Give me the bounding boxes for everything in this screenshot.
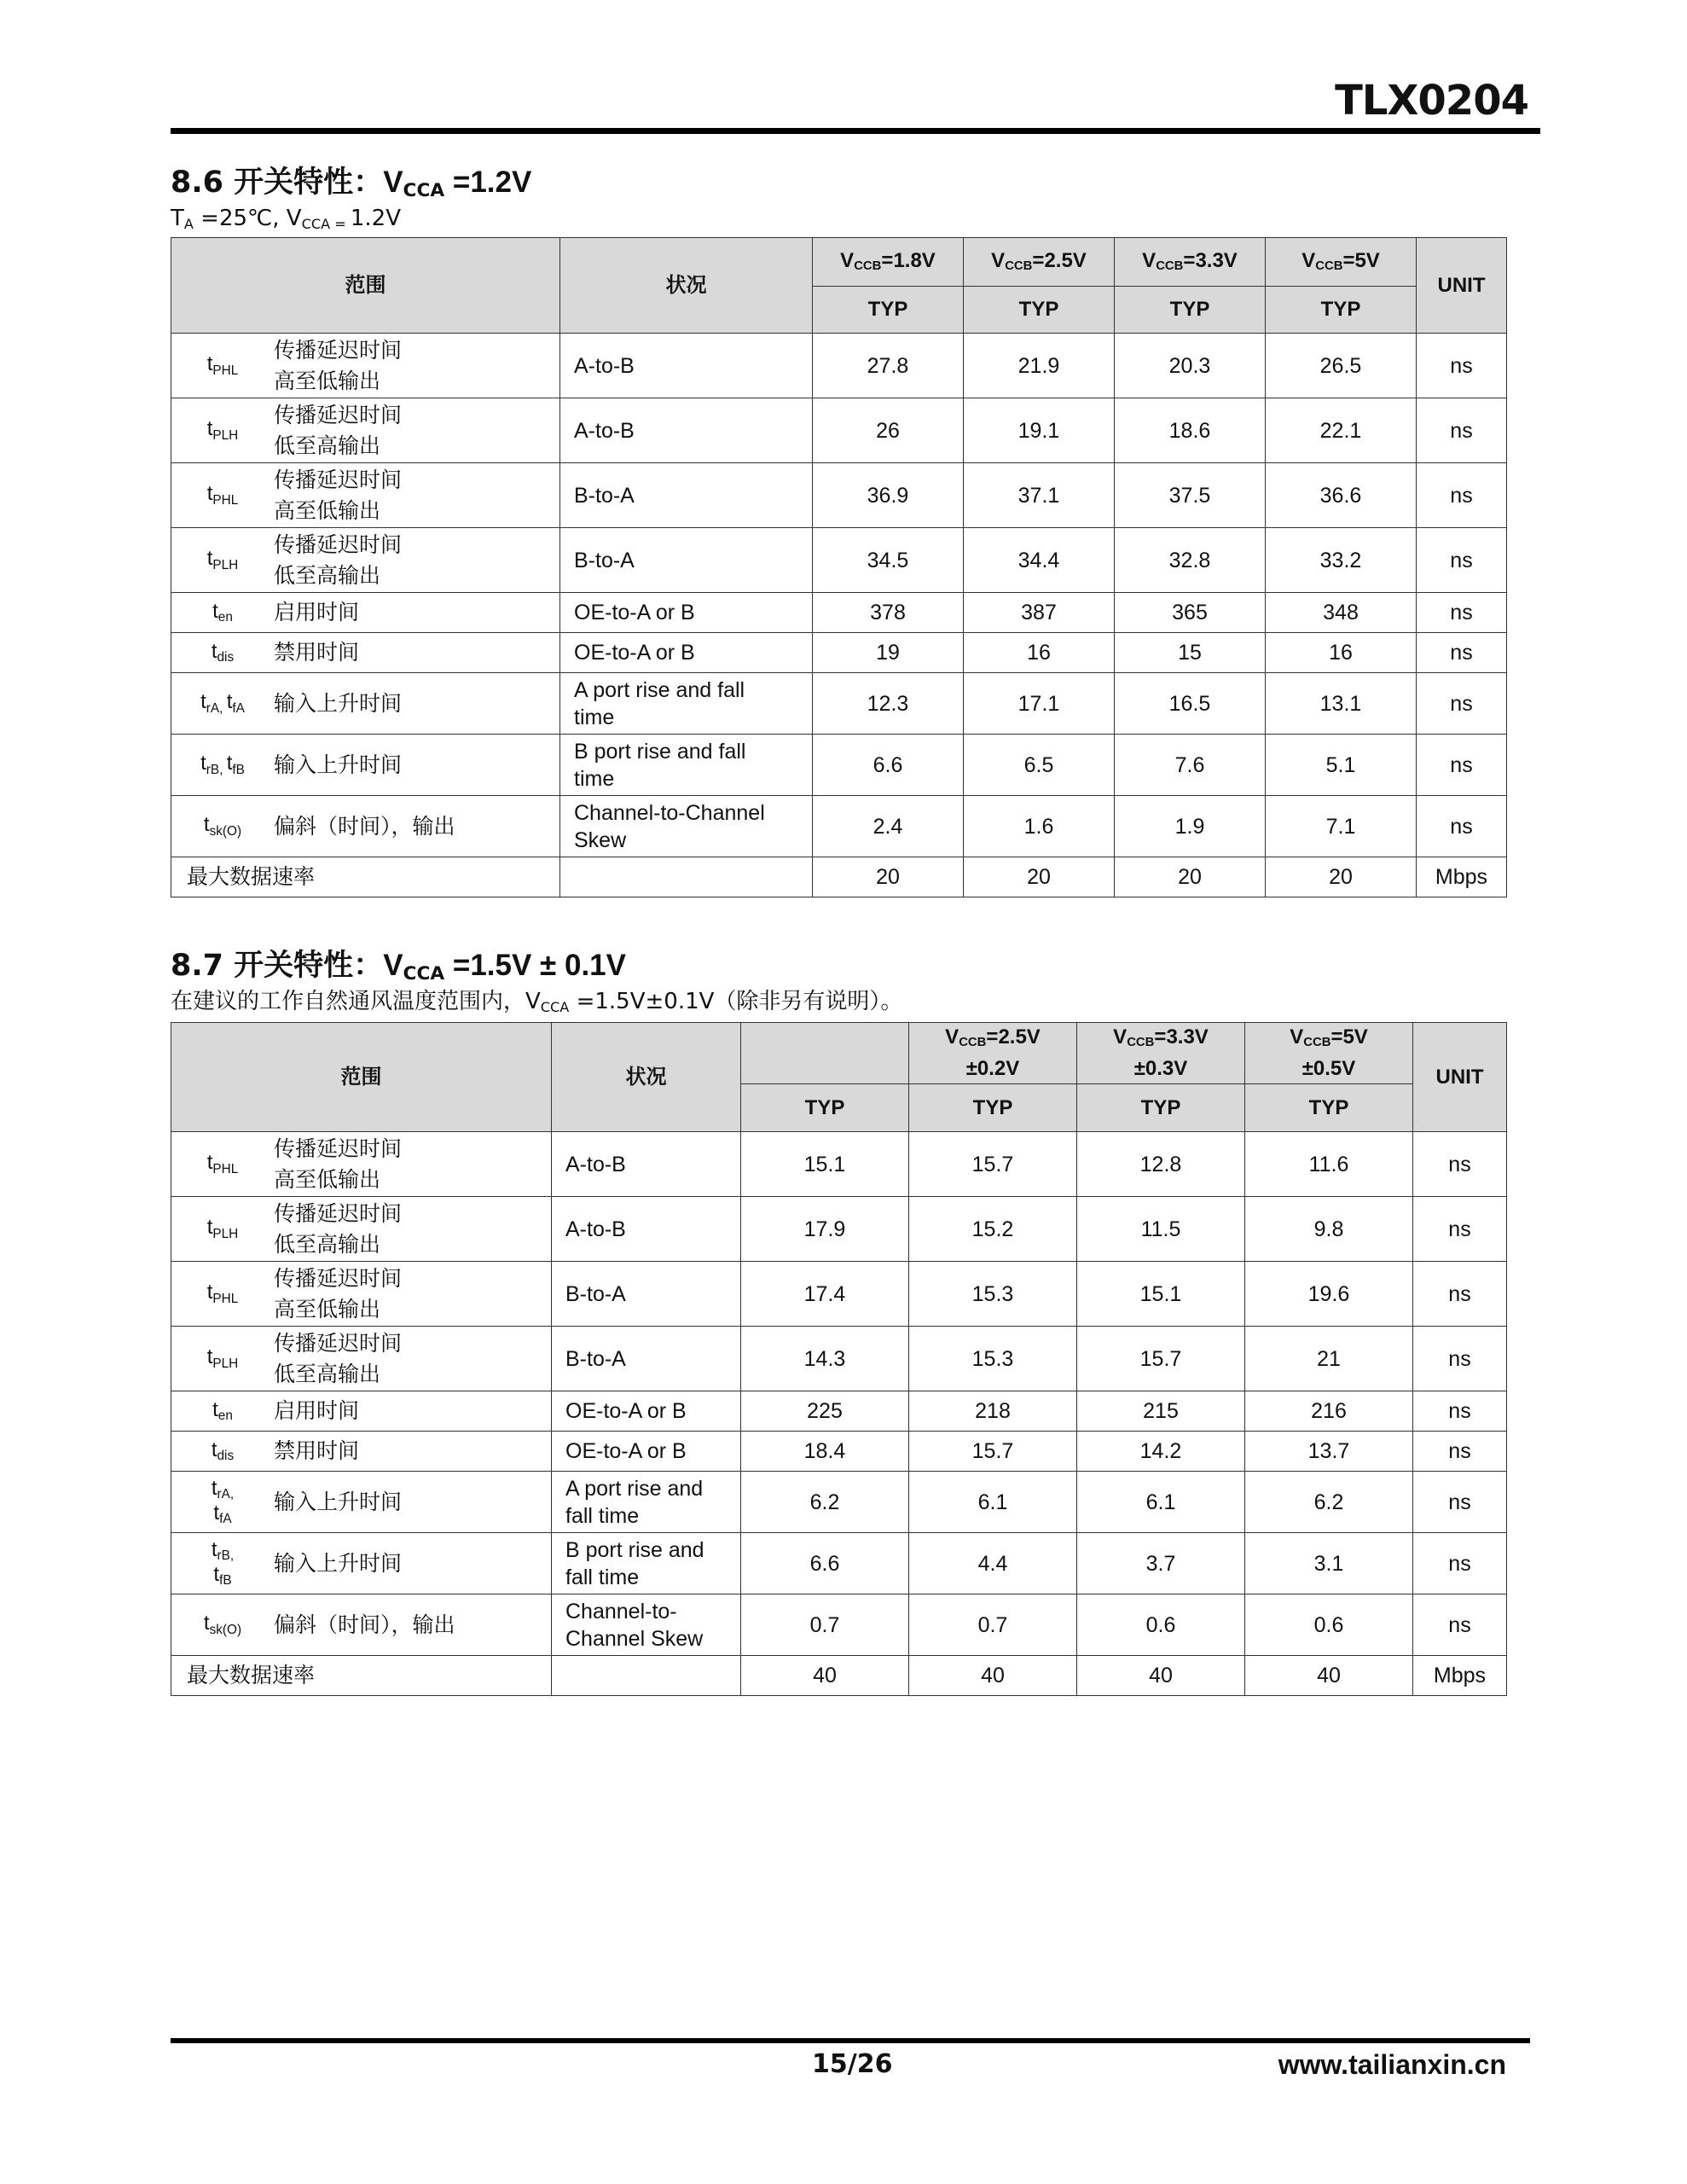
typ-value: 18.6 bbox=[1115, 398, 1266, 463]
param-symbol: tsk(O) bbox=[203, 813, 242, 839]
param-description: 传播延迟时间 高至低输出 bbox=[274, 1136, 403, 1192]
typ-value: 19 bbox=[813, 633, 964, 673]
header-status: 状况 bbox=[560, 238, 813, 334]
typ-value: 20 bbox=[1266, 857, 1417, 897]
footer-rule bbox=[171, 2038, 1530, 2043]
param-symbol: tPLH bbox=[206, 547, 239, 572]
param-description: 启用时间 bbox=[274, 1398, 360, 1423]
header-vccb-1: VCCB=1.8V bbox=[813, 238, 964, 287]
typ-value: 11.6 bbox=[1245, 1132, 1413, 1197]
typ-value: 13.7 bbox=[1245, 1432, 1413, 1472]
typ-value: 15.7 bbox=[1077, 1327, 1245, 1391]
header-typ: TYP bbox=[1077, 1084, 1245, 1132]
header-vccb-1: VCCB=2.5V ±0.2V bbox=[909, 1023, 1077, 1084]
typ-value: 4.4 bbox=[909, 1533, 1077, 1594]
typ-value: 20.3 bbox=[1115, 334, 1266, 398]
typ-value: 15.2 bbox=[909, 1197, 1077, 1262]
typ-value: 15.7 bbox=[909, 1132, 1077, 1197]
typ-value: 20 bbox=[964, 857, 1115, 897]
website-link[interactable]: www.tailianxin.cn bbox=[1278, 2049, 1506, 2080]
table-row bbox=[171, 633, 1507, 673]
param-cell bbox=[171, 673, 560, 735]
typ-value: 9.8 bbox=[1245, 1197, 1413, 1262]
typ-value: 1.6 bbox=[964, 796, 1115, 857]
unit-cell: ns bbox=[1413, 1262, 1507, 1327]
typ-value: 6.2 bbox=[741, 1472, 909, 1533]
param-symbol: tsk(O) bbox=[203, 1612, 242, 1637]
typ-value: 7.1 bbox=[1266, 796, 1417, 857]
param-description: 输入上升时间 bbox=[274, 752, 403, 777]
condition-cell: B-to-A bbox=[552, 1327, 741, 1391]
condition-cell: A-to-B bbox=[552, 1132, 741, 1197]
unit-cell: ns bbox=[1413, 1391, 1507, 1432]
unit-cell: ns bbox=[1417, 528, 1507, 593]
header-typ: TYP bbox=[909, 1084, 1077, 1132]
condition-cell: B-to-A bbox=[552, 1262, 741, 1327]
typ-value: 15.1 bbox=[1077, 1262, 1245, 1327]
typ-value: 2.4 bbox=[813, 796, 964, 857]
typ-value: 216 bbox=[1245, 1391, 1413, 1432]
unit-cell: ns bbox=[1417, 673, 1507, 735]
param-symbol: tPLH bbox=[206, 417, 239, 443]
param-symbol: trB, tfB bbox=[211, 1537, 235, 1589]
typ-value: 37.1 bbox=[964, 463, 1115, 528]
typ-value: 365 bbox=[1115, 593, 1266, 633]
typ-value: 225 bbox=[741, 1391, 909, 1432]
param-cell bbox=[171, 796, 560, 857]
typ-value: 348 bbox=[1266, 593, 1417, 633]
header-rule bbox=[171, 128, 1540, 134]
table-row bbox=[171, 1197, 1507, 1262]
param-description: 传播延迟时间 低至高输出 bbox=[274, 1200, 403, 1257]
unit-cell: ns bbox=[1413, 1327, 1507, 1391]
typ-value: 22.1 bbox=[1266, 398, 1417, 463]
param-cell bbox=[171, 528, 560, 593]
table-row bbox=[171, 528, 1507, 593]
typ-value: 15 bbox=[1115, 633, 1266, 673]
typ-value: 0.7 bbox=[741, 1594, 909, 1656]
condition-cell: Channel-to-Channel Skew bbox=[560, 796, 813, 857]
header-vccb-3: VCCB=5V ±0.5V bbox=[1245, 1023, 1413, 1084]
header-range: 范围 bbox=[171, 1023, 552, 1132]
typ-value: 18.4 bbox=[741, 1432, 909, 1472]
param-symbol: tPLH bbox=[206, 1216, 239, 1241]
unit-cell: ns bbox=[1413, 1132, 1507, 1197]
typ-value: 0.6 bbox=[1245, 1594, 1413, 1656]
condition-cell: B port rise and fall time bbox=[552, 1533, 741, 1594]
table-row-max-data-rate bbox=[171, 1656, 1507, 1696]
param-description: 传播延迟时间 高至低输出 bbox=[274, 337, 403, 393]
switching-table-1-2v bbox=[171, 237, 1507, 897]
header-typ: TYP bbox=[1245, 1084, 1413, 1132]
header-status: 状况 bbox=[552, 1023, 741, 1132]
table-row bbox=[171, 1472, 1507, 1533]
param-cell bbox=[171, 1327, 552, 1391]
param-description: 传播延迟时间 低至高输出 bbox=[274, 531, 403, 588]
header-unit: UNIT bbox=[1417, 238, 1507, 334]
param-cell bbox=[171, 1197, 552, 1262]
typ-value: 26.5 bbox=[1266, 334, 1417, 398]
param-description: 偏斜（时间），输出 bbox=[274, 813, 455, 839]
section-8-7-title: 8.7 开关特性：VCCA =1.5V ± 0.1V bbox=[171, 949, 626, 985]
param-description: 启用时间 bbox=[274, 600, 360, 624]
typ-value: 34.5 bbox=[813, 528, 964, 593]
typ-value: 13.1 bbox=[1266, 673, 1417, 735]
typ-value: 40 bbox=[909, 1656, 1077, 1696]
typ-value: 20 bbox=[813, 857, 964, 897]
param-description: 输入上升时间 bbox=[274, 690, 403, 716]
param-cell bbox=[171, 398, 560, 463]
param-cell bbox=[171, 593, 560, 633]
typ-value: 3.7 bbox=[1077, 1533, 1245, 1594]
typ-value: 26 bbox=[813, 398, 964, 463]
typ-value: 12.3 bbox=[813, 673, 964, 735]
typ-value: 5.1 bbox=[1266, 735, 1417, 796]
typ-value: 16.5 bbox=[1115, 673, 1266, 735]
param-symbol: tPHL bbox=[206, 1281, 239, 1306]
table-row bbox=[171, 1432, 1507, 1472]
unit-cell: ns bbox=[1417, 633, 1507, 673]
page-number: 15/26 bbox=[812, 2049, 893, 2079]
table-row bbox=[171, 334, 1507, 398]
typ-value: 40 bbox=[1077, 1656, 1245, 1696]
unit-cell: Mbps bbox=[1413, 1656, 1507, 1696]
param-description: 偏斜（时间），输出 bbox=[274, 1612, 455, 1637]
param-symbol: tdis bbox=[211, 639, 235, 665]
typ-value: 6.1 bbox=[909, 1472, 1077, 1533]
typ-value: 21 bbox=[1245, 1327, 1413, 1391]
header-unit: UNIT bbox=[1413, 1023, 1507, 1132]
param-symbol: ten bbox=[212, 599, 233, 625]
table-row bbox=[171, 1262, 1507, 1327]
table-row bbox=[171, 735, 1507, 796]
typ-value: 32.8 bbox=[1115, 528, 1266, 593]
param-description: 传播延迟时间 高至低输出 bbox=[274, 1265, 403, 1321]
unit-cell: ns bbox=[1413, 1533, 1507, 1594]
typ-value: 34.4 bbox=[964, 528, 1115, 593]
typ-value: 6.6 bbox=[813, 735, 964, 796]
typ-value: 0.6 bbox=[1077, 1594, 1245, 1656]
unit-cell: ns bbox=[1413, 1432, 1507, 1472]
header-vccb-4: VCCB=5V bbox=[1266, 238, 1417, 287]
header-vccb-2: VCCB=3.3V ±0.3V bbox=[1077, 1023, 1245, 1084]
condition-cell: B port rise and fall time bbox=[560, 735, 813, 796]
unit-cell: ns bbox=[1417, 398, 1507, 463]
param-label: 最大数据速率 bbox=[171, 1656, 552, 1696]
table-row-max-data-rate bbox=[171, 857, 1507, 897]
condition-cell bbox=[560, 857, 813, 897]
typ-value: 17.9 bbox=[741, 1197, 909, 1262]
unit-cell: ns bbox=[1413, 1594, 1507, 1656]
typ-value: 15.1 bbox=[741, 1132, 909, 1197]
unit-cell: ns bbox=[1417, 334, 1507, 398]
condition-cell: B-to-A bbox=[560, 528, 813, 593]
typ-value: 7.6 bbox=[1115, 735, 1266, 796]
typ-value: 378 bbox=[813, 593, 964, 633]
param-description: 传播延迟时间 低至高输出 bbox=[274, 402, 403, 458]
typ-value: 15.3 bbox=[909, 1262, 1077, 1327]
unit-cell: ns bbox=[1413, 1472, 1507, 1533]
typ-value: 6.5 bbox=[964, 735, 1115, 796]
typ-value: 12.8 bbox=[1077, 1132, 1245, 1197]
unit-cell: ns bbox=[1417, 463, 1507, 528]
condition-cell: Channel-to- Channel Skew bbox=[552, 1594, 741, 1656]
typ-value: 6.2 bbox=[1245, 1472, 1413, 1533]
typ-value: 19.6 bbox=[1245, 1262, 1413, 1327]
typ-value: 16 bbox=[964, 633, 1115, 673]
document-title: TLX0204 bbox=[1335, 77, 1528, 125]
typ-value: 36.9 bbox=[813, 463, 964, 528]
param-cell bbox=[171, 334, 560, 398]
typ-value: 19.1 bbox=[964, 398, 1115, 463]
section-8-6-title: 8.6 开关特性：VCCA =1.2V bbox=[171, 166, 532, 201]
table-row bbox=[171, 463, 1507, 528]
unit-cell: Mbps bbox=[1417, 857, 1507, 897]
typ-value: 36.6 bbox=[1266, 463, 1417, 528]
switching-table-1-5v bbox=[171, 1022, 1507, 1696]
param-symbol: trB, tfB bbox=[200, 752, 245, 777]
unit-cell: ns bbox=[1413, 1197, 1507, 1262]
condition-cell: OE-to-A or B bbox=[560, 633, 813, 673]
param-description: 传播延迟时间 高至低输出 bbox=[274, 467, 403, 523]
param-cell bbox=[171, 1262, 552, 1327]
typ-value: 20 bbox=[1115, 857, 1266, 897]
table-row bbox=[171, 673, 1507, 735]
typ-value: 1.9 bbox=[1115, 796, 1266, 857]
table-row bbox=[171, 1533, 1507, 1594]
typ-value: 40 bbox=[1245, 1656, 1413, 1696]
unit-cell: ns bbox=[1417, 796, 1507, 857]
param-description: 输入上升时间 bbox=[274, 1489, 403, 1514]
typ-value: 27.8 bbox=[813, 334, 964, 398]
table-row bbox=[171, 1132, 1507, 1197]
typ-value: 15.7 bbox=[909, 1432, 1077, 1472]
param-description: 禁用时间 bbox=[274, 640, 360, 665]
header-typ: TYP bbox=[813, 287, 964, 334]
unit-cell: ns bbox=[1417, 593, 1507, 633]
typ-value: 40 bbox=[741, 1656, 909, 1696]
param-cell bbox=[171, 1391, 552, 1432]
condition-cell: OE-to-A or B bbox=[552, 1391, 741, 1432]
param-cell bbox=[171, 735, 560, 796]
typ-value: 14.2 bbox=[1077, 1432, 1245, 1472]
typ-value: 6.1 bbox=[1077, 1472, 1245, 1533]
param-symbol: trA, tfA bbox=[211, 1476, 235, 1527]
param-symbol: tdis bbox=[211, 1438, 235, 1464]
condition-cell: A port rise and fall time bbox=[560, 673, 813, 735]
unit-cell: ns bbox=[1417, 735, 1507, 796]
param-description: 输入上升时间 bbox=[274, 1550, 403, 1576]
param-symbol: tPHL bbox=[206, 352, 239, 378]
param-cell bbox=[171, 1472, 552, 1533]
header-range: 范围 bbox=[171, 238, 560, 334]
typ-value: 14.3 bbox=[741, 1327, 909, 1391]
header-typ: TYP bbox=[1115, 287, 1266, 334]
header-typ: TYP bbox=[1266, 287, 1417, 334]
typ-value: 16 bbox=[1266, 633, 1417, 673]
condition-cell: B-to-A bbox=[560, 463, 813, 528]
header-vccb-2: VCCB=2.5V bbox=[964, 238, 1115, 287]
table-row bbox=[171, 796, 1507, 857]
typ-value: 21.9 bbox=[964, 334, 1115, 398]
table-row bbox=[171, 1327, 1507, 1391]
param-description: 禁用时间 bbox=[274, 1438, 360, 1463]
param-symbol: tPLH bbox=[206, 1345, 239, 1371]
header-vcc-blank bbox=[741, 1023, 909, 1084]
header-vccb-3: VCCB=3.3V bbox=[1115, 238, 1266, 287]
param-symbol: ten bbox=[212, 1397, 233, 1424]
param-cell bbox=[171, 1132, 552, 1197]
typ-value: 17.1 bbox=[964, 673, 1115, 735]
section-8-6-conditions: TA =25℃, VCCA = 1.2V bbox=[171, 206, 401, 232]
param-symbol: trA, tfA bbox=[200, 690, 245, 716]
typ-value: 33.2 bbox=[1266, 528, 1417, 593]
typ-value: 3.1 bbox=[1245, 1533, 1413, 1594]
table-row bbox=[171, 593, 1507, 633]
table-row bbox=[171, 1391, 1507, 1432]
typ-value: 6.6 bbox=[741, 1533, 909, 1594]
param-cell bbox=[171, 1533, 552, 1594]
condition-cell: A-to-B bbox=[552, 1197, 741, 1262]
param-symbol: tPHL bbox=[206, 1151, 239, 1176]
typ-value: 11.5 bbox=[1077, 1197, 1245, 1262]
typ-value: 215 bbox=[1077, 1391, 1245, 1432]
section-8-7-conditions: 在建议的工作自然通风温度范围内，VCCA =1.5V±0.1V（除非另有说明）。 bbox=[171, 989, 903, 1015]
param-cell bbox=[171, 463, 560, 528]
param-cell bbox=[171, 1594, 552, 1656]
typ-value: 37.5 bbox=[1115, 463, 1266, 528]
typ-value: 15.3 bbox=[909, 1327, 1077, 1391]
param-description: 传播延迟时间 低至高输出 bbox=[274, 1330, 403, 1386]
table-row bbox=[171, 1594, 1507, 1656]
condition-cell: A port rise and fall time bbox=[552, 1472, 741, 1533]
header-typ: TYP bbox=[741, 1084, 909, 1132]
typ-value: 0.7 bbox=[909, 1594, 1077, 1656]
condition-cell: OE-to-A or B bbox=[560, 593, 813, 633]
typ-value: 218 bbox=[909, 1391, 1077, 1432]
header-typ: TYP bbox=[964, 287, 1115, 334]
condition-cell: A-to-B bbox=[560, 398, 813, 463]
param-label: 最大数据速率 bbox=[171, 857, 560, 897]
param-symbol: tPHL bbox=[206, 482, 239, 508]
param-cell bbox=[171, 633, 560, 673]
typ-value: 17.4 bbox=[741, 1262, 909, 1327]
condition-cell bbox=[552, 1656, 741, 1696]
typ-value: 387 bbox=[964, 593, 1115, 633]
condition-cell: A-to-B bbox=[560, 334, 813, 398]
table-row bbox=[171, 398, 1507, 463]
condition-cell: OE-to-A or B bbox=[552, 1432, 741, 1472]
param-cell bbox=[171, 1432, 552, 1472]
